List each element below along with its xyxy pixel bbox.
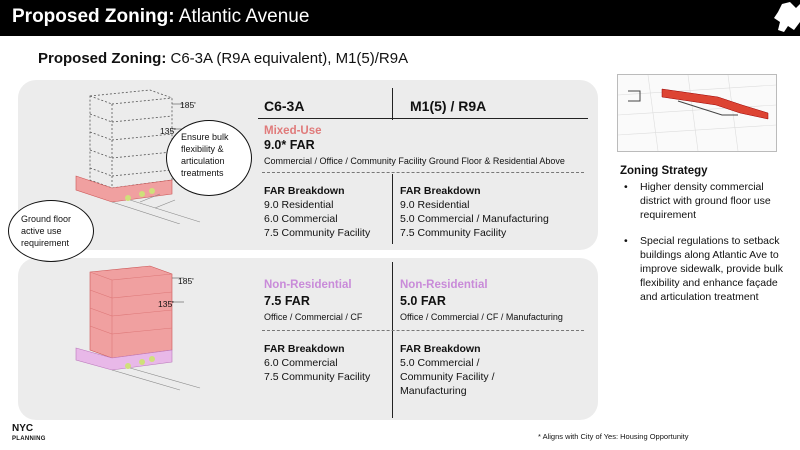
column-header-c6-3a: C6-3A [264,98,305,114]
bottom-column-divider [392,262,393,418]
breakdown-line: 6.0 Commercial [264,357,338,369]
breakdown-line: Community Facility / [400,371,495,383]
footnote: * Aligns with City of Yes: Housing Opportunity [538,432,689,441]
breakdown-line: 9.0 Residential [400,199,470,211]
page-title-bold: Proposed Zoning: [12,6,175,27]
right-bottom-breakdown [400,342,495,398]
breakdown-line: 5.0 Commercial / Manufacturing [400,213,549,225]
right-far-breakdown [400,184,549,240]
strategy-list [620,180,790,304]
logo-planning: PLANNING [12,436,46,442]
non-residential-building-diagram [60,262,220,392]
strategy-item: • Higher density commercial district with ground floor use requirement [620,180,790,222]
left-non-residential-far: 7.5 FAR [264,294,310,308]
section-subtitle [38,50,408,67]
breakdown-line: 9.0 Residential [264,199,334,211]
page-title [12,6,309,28]
subtitle-bold: Proposed Zoning: [38,50,167,67]
height-label-185: 185' [178,276,194,286]
height-label-185: 185' [180,100,196,110]
section-dashed-divider [262,172,584,173]
callout-bulk-flexibility [166,120,252,196]
left-bottom-breakdown [264,342,370,384]
strategy-item: • Special regulations to setback buildings along Atlantic Ave to improve sidewalk, provide bulk flexibility and enhance façade and articulation treatment [620,234,790,304]
left-non-residential-uses: Office / Commercial / CF [264,312,363,322]
nyc-map-icon [760,0,800,36]
nyc-planning-logo [12,424,46,444]
breakdown-title: FAR Breakdown [400,343,481,355]
mixed-use-category: Mixed-Use [264,125,322,137]
context-map-graphic [618,75,776,151]
header-column-divider [392,88,393,120]
breakdown-line: Manufacturing [400,385,467,397]
mixed-use-far: 9.0* FAR [264,138,315,152]
column-header-m1-r9a: M1(5) / R9A [410,98,487,114]
callout-ground-line: requirement [21,238,70,248]
callout-bulk-line: treatments [181,168,224,178]
context-map [617,74,777,152]
bottom-dashed-divider [262,330,584,331]
breakdown-line: 5.0 Commercial / [400,357,480,369]
zoning-strategy [620,164,790,316]
strategy-title: Zoning Strategy [620,165,708,177]
left-far-breakdown [264,184,370,240]
right-non-residential-far: 5.0 FAR [400,294,446,308]
callout-bulk-line: flexibility & [181,144,224,154]
breakdown-line: 7.5 Community Facility [400,227,507,239]
logo-nyc: NYC [12,423,34,434]
header-bar [0,0,800,36]
right-non-residential-uses: Office / Commercial / CF / Manufacturing [400,312,563,322]
height-label-135: 135' [160,126,176,136]
right-non-residential-category: Non-Residential [400,279,488,291]
callout-ground-line: active use [21,226,62,236]
breakdown-title: FAR Breakdown [264,343,345,355]
breakdown-title: FAR Breakdown [400,185,481,197]
breakdown-title: FAR Breakdown [264,185,345,197]
header-divider [258,118,588,119]
callout-ground-floor [8,200,94,262]
subtitle-rest: C6-3A (R9A equivalent), M1(5)/R9A [170,50,409,67]
breakdown-line: 7.5 Community Facility [264,227,371,239]
breakdown-column-divider [392,174,393,244]
callout-bulk-line: Ensure bulk [181,132,229,142]
left-non-residential-category: Non-Residential [264,279,352,291]
height-label-135: 135' [158,299,174,309]
breakdown-line: 6.0 Commercial [264,213,338,225]
callout-bulk-line: articulation [181,156,225,166]
callout-ground-line: Ground floor [21,214,72,224]
mixed-use-uses: Commercial / Office / Community Facility Ground Floor & Residential Above [264,156,565,166]
page-title-rest: Atlantic Avenue [178,6,310,27]
breakdown-line: 7.5 Community Facility [264,371,371,383]
